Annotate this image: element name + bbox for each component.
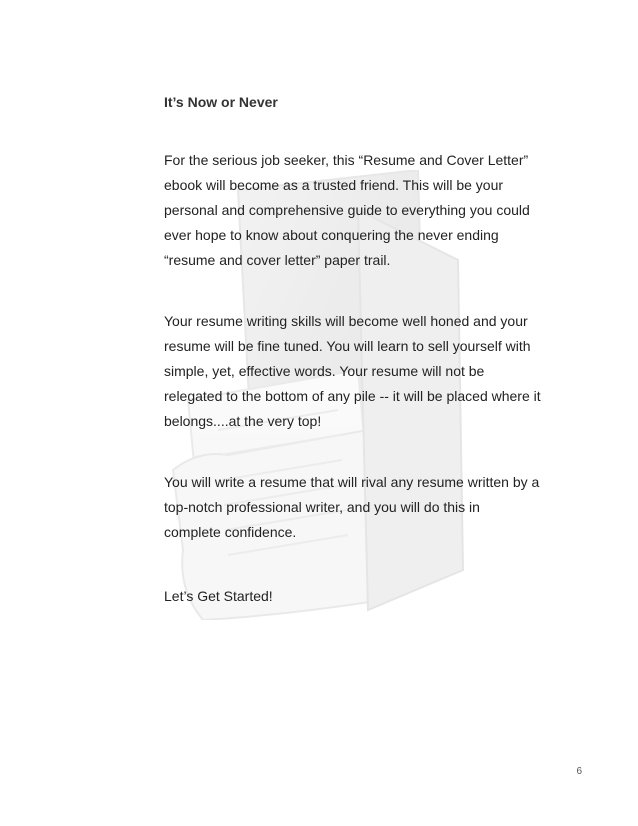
closing-line: Let’s Get Started! xyxy=(164,588,273,604)
page-number: 6 xyxy=(576,766,582,777)
section-heading: It’s Now or Never xyxy=(164,94,278,110)
paragraph-3: You will write a resume that will rival any resume written by a top-notch professional writer, and you will do this in complete confidence. xyxy=(164,474,540,540)
paragraph-1: For the serious job seeker, this “Resume and Cover Letter” ebook will become as a trusted friend. This will be your personal and comprehensive guide to everything you could ever hope to know about conquering the never ending “resume and cover letter” paper trail. xyxy=(164,152,530,268)
paragraph-2: Your resume writing skills will become well honed and your resume will be fine tuned. You will learn to sell yourself with simple, yet, effective words. Your resume will not be relegated to the bottom of any pile -- it will be placed where it belongs....at the very top! xyxy=(164,313,541,429)
document-content xyxy=(164,92,604,606)
